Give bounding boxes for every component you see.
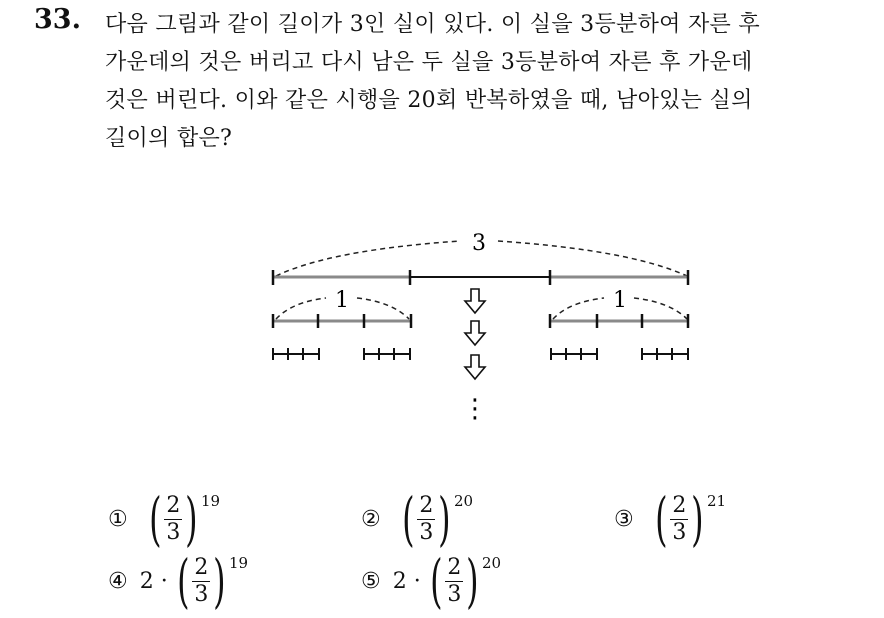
fraction xyxy=(670,493,688,546)
question-number: 33. xyxy=(34,4,81,35)
total-length-arc-right xyxy=(498,241,687,276)
question-line: 가운데의 것은 버리고 다시 남은 두 실을 3등분하여 자른 후 가운데 xyxy=(105,50,753,75)
right-paren: ) xyxy=(213,547,226,615)
fraction xyxy=(445,555,463,608)
segment-label-right: 1 xyxy=(613,288,627,313)
choice-marker: ③ xyxy=(614,506,634,532)
left-paren: ( xyxy=(429,547,443,615)
right-paren: ) xyxy=(691,485,704,553)
exponent: 19 xyxy=(201,492,221,510)
down-arrow-icon xyxy=(465,355,485,379)
choice-2[interactable] xyxy=(361,485,474,553)
fraction-denominator: 3 xyxy=(166,519,181,545)
choice-marker: ④ xyxy=(108,568,128,594)
right-paren: ) xyxy=(466,547,479,615)
fraction-denominator: 3 xyxy=(447,581,462,607)
exponent: 21 xyxy=(707,492,727,510)
total-length-label: 3 xyxy=(472,231,486,256)
down-arrow-icon xyxy=(465,321,485,345)
continuation-ellipsis: ⋮ xyxy=(462,394,488,424)
total-length-arc-left xyxy=(276,241,460,276)
fraction-denominator: 3 xyxy=(194,581,209,607)
fraction-numerator: 2 xyxy=(419,492,434,518)
left-paren: ( xyxy=(401,485,415,553)
exponent: 19 xyxy=(229,554,249,572)
choice-marker: ① xyxy=(108,506,128,532)
left-paren: ( xyxy=(654,485,668,553)
choice-4[interactable] xyxy=(108,547,249,615)
choice-1[interactable] xyxy=(108,485,221,553)
fraction xyxy=(192,555,210,608)
exponent: 20 xyxy=(482,554,502,572)
choice-3[interactable] xyxy=(614,485,727,553)
right-paren: ) xyxy=(185,485,198,553)
fraction-numerator: 2 xyxy=(194,554,209,580)
choice-marker: ② xyxy=(361,506,381,532)
right-paren: ) xyxy=(438,485,451,553)
exponent: 20 xyxy=(454,492,474,510)
question-line: 길이의 합은? xyxy=(105,126,233,151)
down-arrow-icon xyxy=(465,289,485,313)
left-paren: ( xyxy=(176,547,190,615)
fraction xyxy=(417,493,435,546)
left-paren: ( xyxy=(148,485,162,553)
choice-5[interactable] xyxy=(361,547,502,615)
fraction-numerator: 2 xyxy=(447,554,462,580)
question-line: 다음 그림과 같이 길이가 3인 실이 있다. 이 실을 3등분하여 자른 후 xyxy=(105,12,760,37)
fraction-numerator: 2 xyxy=(166,492,181,518)
fraction xyxy=(164,493,182,546)
choice-coefficient: 2 · xyxy=(392,568,421,594)
fraction-numerator: 2 xyxy=(672,492,687,518)
fraction-denominator: 3 xyxy=(672,519,687,545)
choice-coefficient: 2 · xyxy=(139,568,168,594)
fraction-denominator: 3 xyxy=(419,519,434,545)
question-line: 것은 버린다. 이와 같은 시행을 20회 반복하였을 때, 남아있는 실의 xyxy=(105,88,753,113)
third-row-pieces xyxy=(273,348,688,360)
choice-marker: ⑤ xyxy=(361,568,381,594)
segment-label-left: 1 xyxy=(335,288,349,313)
down-arrows xyxy=(465,289,485,379)
